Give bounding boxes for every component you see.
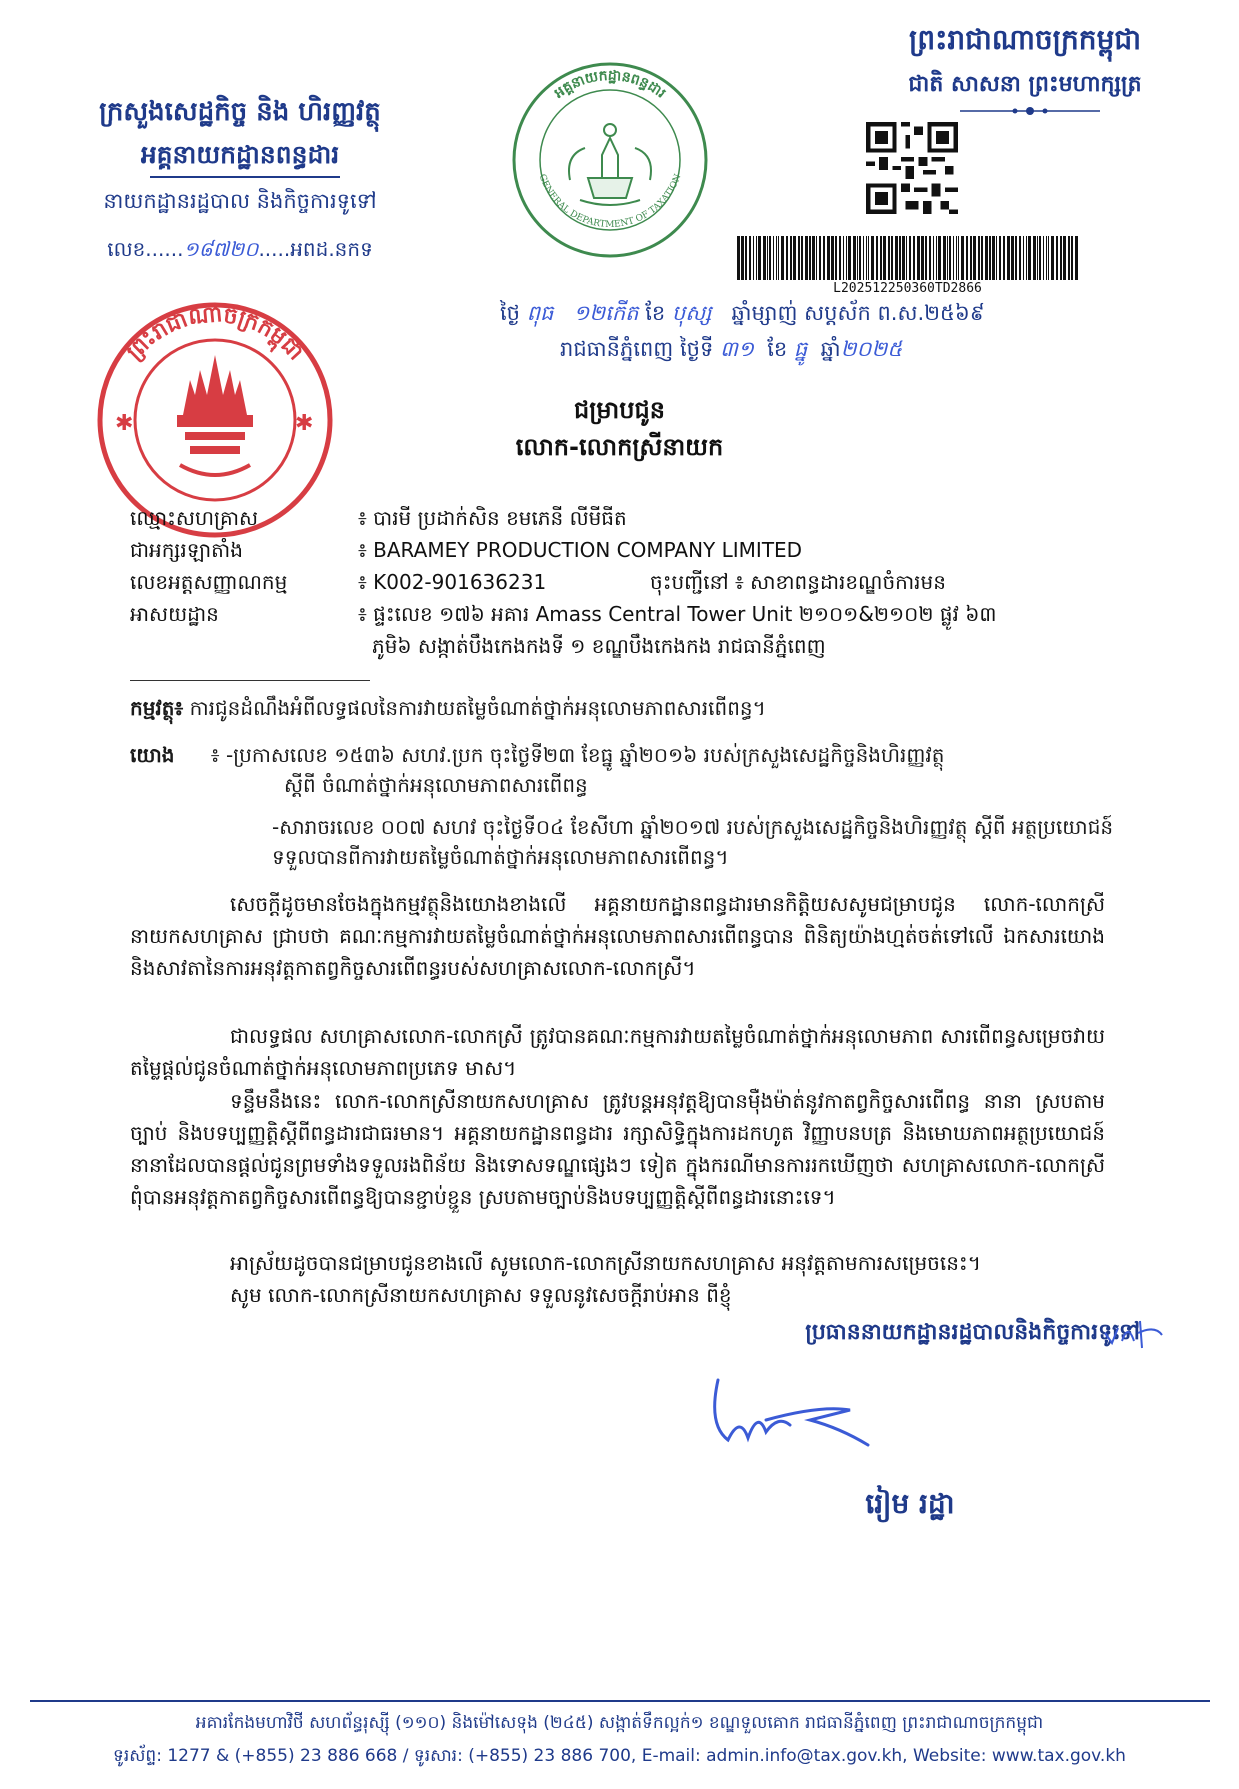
barcode-bar xyxy=(749,236,751,280)
body-paragraph-4: អាស្រ័យដូចបានជម្រាបជូនខាងលើ សូមលោក-លោកស្រីនាយកសហគ្រាស អនុវត្តតាមការសម្រេចនេះ។ xyxy=(230,1251,981,1275)
subject-text: ការជូនដំណឹងអំពីលទ្ធផលនៃការវាយតម្លៃចំណាត់ថ្នាក់អនុលោមភាពសារពើពន្ធ។ xyxy=(183,696,766,720)
barcode-bar xyxy=(863,236,864,280)
barcode-bar xyxy=(1037,236,1038,280)
barcode-bar xyxy=(978,236,980,280)
barcode-number: L202512250360TD2866 xyxy=(833,281,982,296)
barcode-bar xyxy=(949,236,951,280)
letter-number xyxy=(60,236,420,266)
barcode-bar xyxy=(985,236,988,280)
lunar-phase: ១២កើត xyxy=(573,301,639,325)
barcode-bar xyxy=(1060,236,1062,280)
barcode-bar xyxy=(961,236,964,280)
address-line-2: ភូមិ៦ សង្កាត់បឹងកេងកងទី ១ ខណ្ឌបឹងកេងកង រាជធានីភ្នំពេញ xyxy=(372,634,826,658)
barcode-bar xyxy=(1051,236,1054,280)
barcode-bar xyxy=(823,236,825,280)
barcode-bar xyxy=(925,236,927,280)
lunar-date xyxy=(500,300,1220,331)
lunar-year: ឆ្នាំម្សាញ់ សប្តស័ក ព.ស.២៥៦៩ xyxy=(731,301,985,325)
barcode-bar xyxy=(816,236,817,280)
barcode-bar xyxy=(737,236,740,280)
notify-heading: ជម្រាបជូន xyxy=(574,396,665,424)
barcode-bar xyxy=(970,236,972,280)
barcode-bar xyxy=(880,236,882,280)
barcode-bar xyxy=(891,236,893,280)
body-paragraph-2: ជាលទ្ធផល សហគ្រាសលោក-លោកស្រី ត្រូវបានគណៈកម្មការវាយតម្លៃចំណាត់ថ្នាក់អនុលោមភាព សារពើពន្ធសម្រេចវាយតម្លៃផ្តល់ជូនចំណាត់ថ្នាក់អនុលោមភាពប្រភេទ មាស។ xyxy=(130,1024,1105,1080)
barcode-bar xyxy=(758,236,761,280)
barcode-bar xyxy=(846,236,847,280)
barcode-bar xyxy=(868,236,869,280)
svg-text:អគ្គនាយកដ្ឋានពន្ធដារ: អគ្គនាយកដ្ឋានពន្ធដារ xyxy=(551,67,669,102)
barcode-bar xyxy=(1068,236,1070,280)
barcode-bar xyxy=(1043,236,1044,280)
barcode-bar xyxy=(1023,236,1024,280)
footer-contact: ទូរស័ព្ទ: 1277 & (+855) 23 886 668 / ទូរសារ: (+855) 23 886 700, E-mail: admin.info@tax.gov.kh, Website: www.tax.gov.kh xyxy=(113,1746,1126,1766)
department-seal xyxy=(510,60,710,260)
company-latin-label: ជាអក្សរឡាតាំង xyxy=(130,538,243,562)
barcode-bar xyxy=(989,236,991,280)
barcode-bar xyxy=(741,236,744,280)
solar-date-prefix: រាជធានីភ្នំពេញ ថ្ងៃទី xyxy=(560,337,714,361)
barcode-bar xyxy=(763,236,766,280)
body-paragraph-5: សូម លោក-លោកស្រីនាយកសហគ្រាស ទទួលនូវសេចក្តីរាប់អាន ពីខ្ញុំ xyxy=(230,1283,732,1307)
barcode-bar xyxy=(812,236,815,280)
kingdom-title: ព្រះរាជាណាចក្រកម្ពុជា xyxy=(908,23,1141,56)
footer-address: អគារកែងមហាវិថី សហព័ន្ធរុស្ស៊ី (១១០) និងម៉ៅសេទុង (២៤៥) សង្កាត់ទឹកល្អក់១ ខណ្ឌទួលគោក រាជធានីភ្នំពេញ ព្រះរាជាណាចក្រកម្ពុជា xyxy=(195,1713,1044,1733)
registered-branch: ចុះបញ្ជីនៅ ៖ សាខាពន្ធដារខណ្ឌចំការមន xyxy=(650,570,946,594)
barcode-bar xyxy=(883,236,886,280)
body-paragraph-1: សេចក្តីដូចមានចែងក្នុងកម្មវត្ថុនិងយោងខាងលើ អគ្គនាយកដ្ឋានពន្ធដារមានកិត្តិយសសូមជម្រាបជូន លោក-លោកស្រីនាយកសហគ្រាស ជ្រាបថា គណៈកម្មការវាយតម្លៃចំណាត់ថ្នាក់អនុលោមភាពសារពើពន្ធបាន ពិនិត្យយ៉ាងហ្មត់ចត់ទៅលើ ឯកសារយោង និងសាវតានៃការអនុវត្តកាតព្វកិច្ចសារពើពន្ធរបស់សហគ្រាសលោក-លោកស្រី។ xyxy=(130,892,1105,980)
svg-text:✱: ✱ xyxy=(115,411,134,436)
vat-number: ៖ K002-901636231 xyxy=(358,570,547,594)
barcode-bar xyxy=(1003,236,1005,280)
barcode-bar xyxy=(776,236,777,280)
barcode-bar xyxy=(781,236,784,280)
solar-day: ៣១ xyxy=(720,337,754,361)
solar-month: ធ្នូ xyxy=(793,337,808,361)
barcode-bar xyxy=(938,236,941,280)
letter-number-value: ១៨៧២០ xyxy=(183,237,259,261)
ornament-divider xyxy=(960,106,1100,116)
vat-label: លេខអត្តសញ្ញាណកម្ម xyxy=(130,570,288,594)
svg-text:✱: ✱ xyxy=(295,411,314,436)
barcode-bar xyxy=(1048,236,1049,280)
barcode-bar xyxy=(819,236,821,280)
barcode-bar xyxy=(876,236,878,280)
lunar-month: បុស្ស xyxy=(671,301,712,325)
barcode-bar xyxy=(973,236,976,280)
barcode-bar xyxy=(906,236,907,280)
barcode-bar xyxy=(1056,236,1058,280)
barcode-bar xyxy=(933,236,934,280)
barcode-bar xyxy=(866,236,867,280)
barcode-bar xyxy=(958,236,959,280)
division-name: នាយកដ្ឋានរដ្ឋបាល និងកិច្ចការទូទៅ xyxy=(103,189,377,213)
barcode-bar xyxy=(793,236,796,280)
signer-name: រៀម រដ្ឋា xyxy=(865,1487,955,1520)
department-name: អគ្គនាយកដ្ឋានពន្ធដារ xyxy=(140,140,340,169)
svg-text:GENERAL DEPARTMENT OF TAXATION: GENERAL DEPARTMENT OF TAXATION xyxy=(536,172,684,230)
barcode-bar xyxy=(756,236,757,280)
barcode-bar xyxy=(827,236,830,280)
solar-date xyxy=(560,336,1220,367)
national-motto: ជាតិ សាសនា ព្រះមហាក្សត្រ xyxy=(908,72,1142,97)
solar-year-label: ឆ្នាំ xyxy=(820,337,841,361)
barcode-bar xyxy=(1028,236,1031,280)
barcode-bar xyxy=(999,236,1001,280)
barcode-bar xyxy=(857,236,858,280)
barcode-bar xyxy=(1015,236,1017,280)
subject-label: កម្មវត្ថុ៖ xyxy=(130,696,184,720)
barcode-bar xyxy=(790,236,792,280)
barcode-bar xyxy=(966,236,968,280)
lunar-date-prefix: ថ្ងៃ xyxy=(500,301,520,325)
company-name: ៖ បារមី ប្រដាក់សិន ខមភេនី លីមីធីត xyxy=(358,506,627,530)
subject-line xyxy=(130,695,1130,725)
barcode-bar xyxy=(888,236,890,280)
barcode-bar xyxy=(917,236,920,280)
lunar-day: ពុធ xyxy=(526,301,554,325)
department-underline xyxy=(150,176,340,178)
barcode-bar xyxy=(992,236,995,280)
barcode-bar xyxy=(805,236,808,280)
solar-month-label: ខែ xyxy=(767,337,788,361)
svg-text:ព្រះរាជាណាចក្រកម្ពុជា: ព្រះរាជាណាចក្រកម្ពុជា xyxy=(122,301,309,366)
barcode-bar xyxy=(947,236,948,280)
barcode-bar xyxy=(809,236,811,280)
barcode-bar xyxy=(786,236,788,280)
reference-2: -សារាចរលេខ ០០៧ សហវ ចុះថ្ងៃទី០៤ ខែសីហា ឆ្នាំ២០១៧ របស់ក្រសួងសេដ្ឋកិច្ចនិងហិរញ្ញវត្ថុ ស្តីពី អត្ថប្រយោជន៍ទទួលបានពីការវាយតម្លៃចំណាត់ថ្នាក់អនុលោមភាពសារពើពន្ធ។ xyxy=(272,815,1114,869)
barcode-bar xyxy=(909,236,911,280)
barcode-bar xyxy=(913,236,915,280)
barcode-bar xyxy=(899,236,901,280)
barcode-bar xyxy=(953,236,954,280)
barcode-bar xyxy=(853,236,856,280)
address-line-1: ៖ ផ្ទះលេខ ១៧៦ អគារ Amass Central Tower Unit ២១០១&២១០២ ផ្លូវ ៦៣ xyxy=(358,602,997,626)
barcode-bar xyxy=(769,236,771,280)
reference-1-line-2: ស្តីពី ចំណាត់ថ្នាក់អនុលោមភាពសារពើពន្ធ xyxy=(284,773,588,797)
qr-code xyxy=(866,122,958,214)
barcode-bar xyxy=(831,236,834,280)
barcode-bar xyxy=(835,236,837,280)
barcode-bar xyxy=(1075,236,1078,280)
barcode-bar xyxy=(1019,236,1021,280)
barcode-bar xyxy=(767,236,768,280)
barcode-bar xyxy=(1071,236,1073,280)
letter-number-suffix: .....អពដ.នកទ xyxy=(258,237,373,261)
barcode-bar xyxy=(929,236,931,280)
barcode-bar xyxy=(843,236,844,280)
barcode-bar xyxy=(848,236,851,280)
barcode-bar xyxy=(981,236,983,280)
barcode-bar xyxy=(773,236,774,280)
footer-divider xyxy=(30,1700,1210,1702)
barcode-bar xyxy=(801,236,803,280)
separator-line xyxy=(130,680,370,681)
signer-title: ប្រធាននាយកដ្ឋានរដ្ឋបាលនិងកិច្ចការទូទៅ xyxy=(805,1320,1140,1345)
barcode-bar xyxy=(956,236,957,280)
body-paragraph-3: ទន្ទឹមនឹងនេះ លោក-លោកស្រីនាយកសហគ្រាស ត្រូវបន្តអនុវត្តឱ្យបានម៉ឺងម៉ាត់នូវកាតព្វកិច្ចសារពើពន្ធ នានា ស្របតាមច្បាប់ និងបទប្បញ្ញត្តិស្តីពីពន្ធដារជាធរមាន។ អគ្គនាយកដ្ឋានពន្ធដារ រក្សាសិទ្ធិក្នុងការដកហូត វិញ្ញាបនបត្រ និងមោឃភាពអត្ថប្រយោជន៍នានាដែលបានផ្តល់ជូនព្រមទាំងទទួលរងពិន័យ និងទោសទណ្ឌផ្សេងៗ ទៀត ក្នុងករណីមានការរកឃើញថា សហគ្រាសលោក-លោកស្រី ពុំបានអនុវត្តកាតព្វកិច្ចសារពើពន្ធឱ្យបានខ្ជាប់ខ្ជួន ស្របតាមច្បាប់និងបទប្បញ្ញត្តិស្តីពីពន្ធដារនោះទេ។ xyxy=(130,1089,1105,1209)
barcode-bar xyxy=(859,236,861,280)
barcode-bar xyxy=(1046,236,1047,280)
addressee-heading: លោក-លោកស្រីនាយក xyxy=(515,433,724,461)
barcode-bar xyxy=(895,236,898,280)
barcode-bar xyxy=(996,236,997,280)
reference-1 xyxy=(130,742,1130,802)
barcode-bar xyxy=(943,236,946,280)
barcode-bar xyxy=(1007,236,1010,280)
barcode-bar xyxy=(1039,236,1041,280)
letter-number-prefix: លេខ...... xyxy=(107,237,184,261)
barcode-bar xyxy=(921,236,924,280)
barcode-bar xyxy=(798,236,800,280)
barcode-bar xyxy=(753,236,754,280)
barcode-bar xyxy=(778,236,779,280)
reference-label: យោង xyxy=(130,743,175,767)
barcode-bar xyxy=(871,236,874,280)
handwritten-signature xyxy=(700,1370,880,1460)
barcode-bar xyxy=(902,236,905,280)
barcode-bar xyxy=(936,236,937,280)
lunar-month-label: ខែ xyxy=(645,301,666,325)
company-name-label: ឈ្មោះសហគ្រាស xyxy=(130,506,259,530)
company-latin-name: ៖ BARAMEY PRODUCTION COMPANY LIMITED xyxy=(358,538,803,562)
barcode-bar xyxy=(839,236,841,280)
barcode-bar xyxy=(745,236,747,280)
ministry-name: ក្រសួងសេដ្ឋកិច្ច និង ហិរញ្ញវត្ថុ xyxy=(99,97,381,127)
barcode-bar xyxy=(1063,236,1066,280)
solar-year: ២០២៥ xyxy=(840,337,903,361)
barcode-bar xyxy=(1026,236,1027,280)
address-label: អាសយដ្ឋាន xyxy=(130,602,219,626)
barcode-bar xyxy=(1011,236,1014,280)
barcode xyxy=(735,236,1080,280)
initials-mark xyxy=(1100,1313,1170,1353)
reference-1-line-1: ៖ -ប្រកាសលេខ ១៥៣៦ សហវ.ប្រក ចុះថ្ងៃទី២៣ ខែធ្នូ ឆ្នាំ២០១៦ របស់ក្រសួងសេដ្ឋកិច្ចនិងហិរញ្ញវត្ថុ xyxy=(210,743,945,767)
barcode-bar xyxy=(1033,236,1036,280)
